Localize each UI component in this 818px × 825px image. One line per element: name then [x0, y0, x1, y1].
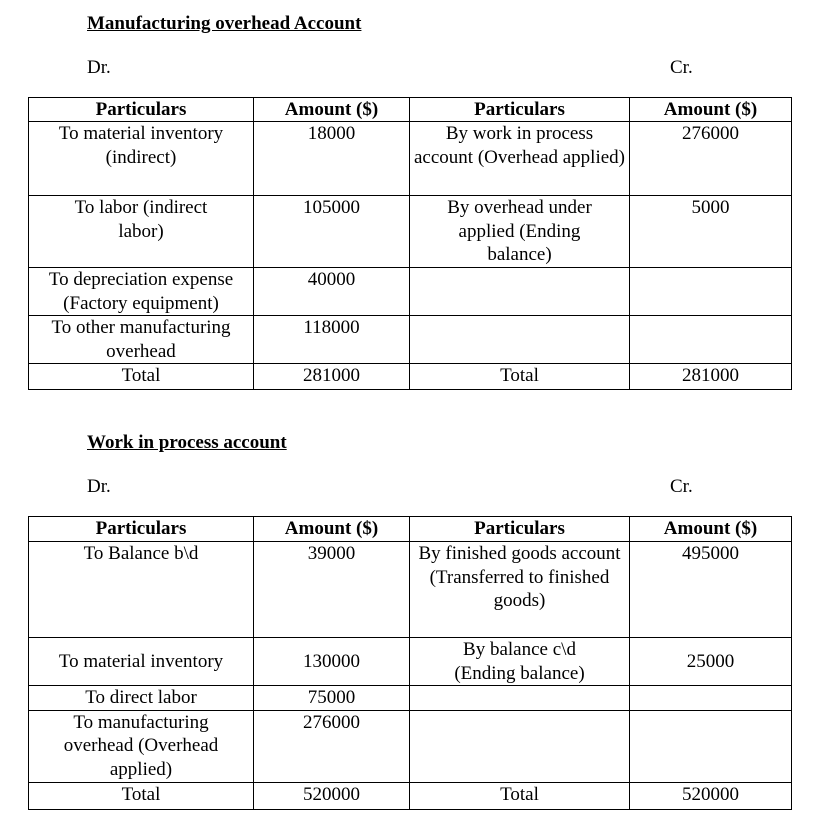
table-row	[29, 710, 792, 782]
cr-particular: By finished goods account (Transferred to finished goods)	[410, 542, 630, 638]
table-row	[29, 196, 792, 268]
cr-amount: 5000	[630, 196, 792, 268]
mo-dr-label: Dr.	[87, 57, 111, 78]
wip-cr-label: Cr.	[670, 476, 693, 497]
table-row	[29, 542, 792, 638]
mo-account-title: Manufacturing overhead Account	[87, 13, 362, 34]
cr-particular	[410, 686, 630, 711]
mo-cr-label: Cr.	[670, 57, 693, 78]
table-row	[29, 316, 792, 364]
wip-dr-label: Dr.	[87, 476, 111, 497]
cr-total-label: Total	[410, 364, 630, 390]
table-row	[29, 122, 792, 196]
cr-particular: By work in process account (Overhead applied)	[410, 122, 630, 196]
header-particulars-cr: Particulars	[410, 517, 630, 542]
header-particulars-cr: Particulars	[410, 98, 630, 122]
table-row	[29, 638, 792, 686]
wip-account-title: Work in process account	[87, 432, 287, 453]
cr-particular: By balance c\d (Ending balance)	[410, 638, 630, 686]
dr-total-amount: 281000	[254, 364, 410, 390]
dr-amount: 40000	[254, 268, 410, 316]
header-amount-cr: Amount ($)	[630, 517, 792, 542]
table-row	[29, 268, 792, 316]
dr-particular: To Balance b\d	[29, 542, 254, 638]
dr-amount: 276000	[254, 710, 410, 782]
dr-amount: 75000	[254, 686, 410, 711]
dr-particular: To other manufacturing overhead	[29, 316, 254, 364]
dr-amount: 18000	[254, 122, 410, 196]
dr-particular: To labor (indirect labor)	[29, 196, 254, 268]
cr-amount: 25000	[630, 638, 792, 686]
dr-amount: 39000	[254, 542, 410, 638]
mo-account-table	[28, 97, 792, 390]
dr-particular: To depreciation expense (Factory equipment)	[29, 268, 254, 316]
total-row	[29, 364, 792, 390]
cr-total-amount: 281000	[630, 364, 792, 390]
dr-total-amount: 520000	[254, 782, 410, 809]
dr-particular: To material inventory (indirect)	[29, 122, 254, 196]
header-amount-cr: Amount ($)	[630, 98, 792, 122]
cr-amount	[630, 316, 792, 364]
header-amount-dr: Amount ($)	[254, 517, 410, 542]
cr-amount: 495000	[630, 542, 792, 638]
cr-amount	[630, 710, 792, 782]
cr-total-label: Total	[410, 782, 630, 809]
cr-amount: 276000	[630, 122, 792, 196]
dr-particular: To direct labor	[29, 686, 254, 711]
dr-amount: 105000	[254, 196, 410, 268]
header-amount-dr: Amount ($)	[254, 98, 410, 122]
wip-account-table	[28, 516, 792, 810]
cr-amount	[630, 686, 792, 711]
dr-amount: 130000	[254, 638, 410, 686]
header-particulars-dr: Particulars	[29, 517, 254, 542]
table-row	[29, 686, 792, 711]
dr-particular: To material inventory	[29, 638, 254, 686]
cr-total-amount: 520000	[630, 782, 792, 809]
dr-total-label: Total	[29, 782, 254, 809]
cr-particular: By overhead under applied (Ending balance)	[410, 196, 630, 268]
cr-particular	[410, 268, 630, 316]
cr-particular	[410, 710, 630, 782]
header-particulars-dr: Particulars	[29, 98, 254, 122]
dr-particular: To manufacturing overhead (Overhead applied)	[29, 710, 254, 782]
cr-particular	[410, 316, 630, 364]
dr-amount: 118000	[254, 316, 410, 364]
total-row	[29, 782, 792, 809]
table-header-row	[29, 517, 792, 542]
dr-total-label: Total	[29, 364, 254, 390]
cr-amount	[630, 268, 792, 316]
table-header-row	[29, 98, 792, 122]
